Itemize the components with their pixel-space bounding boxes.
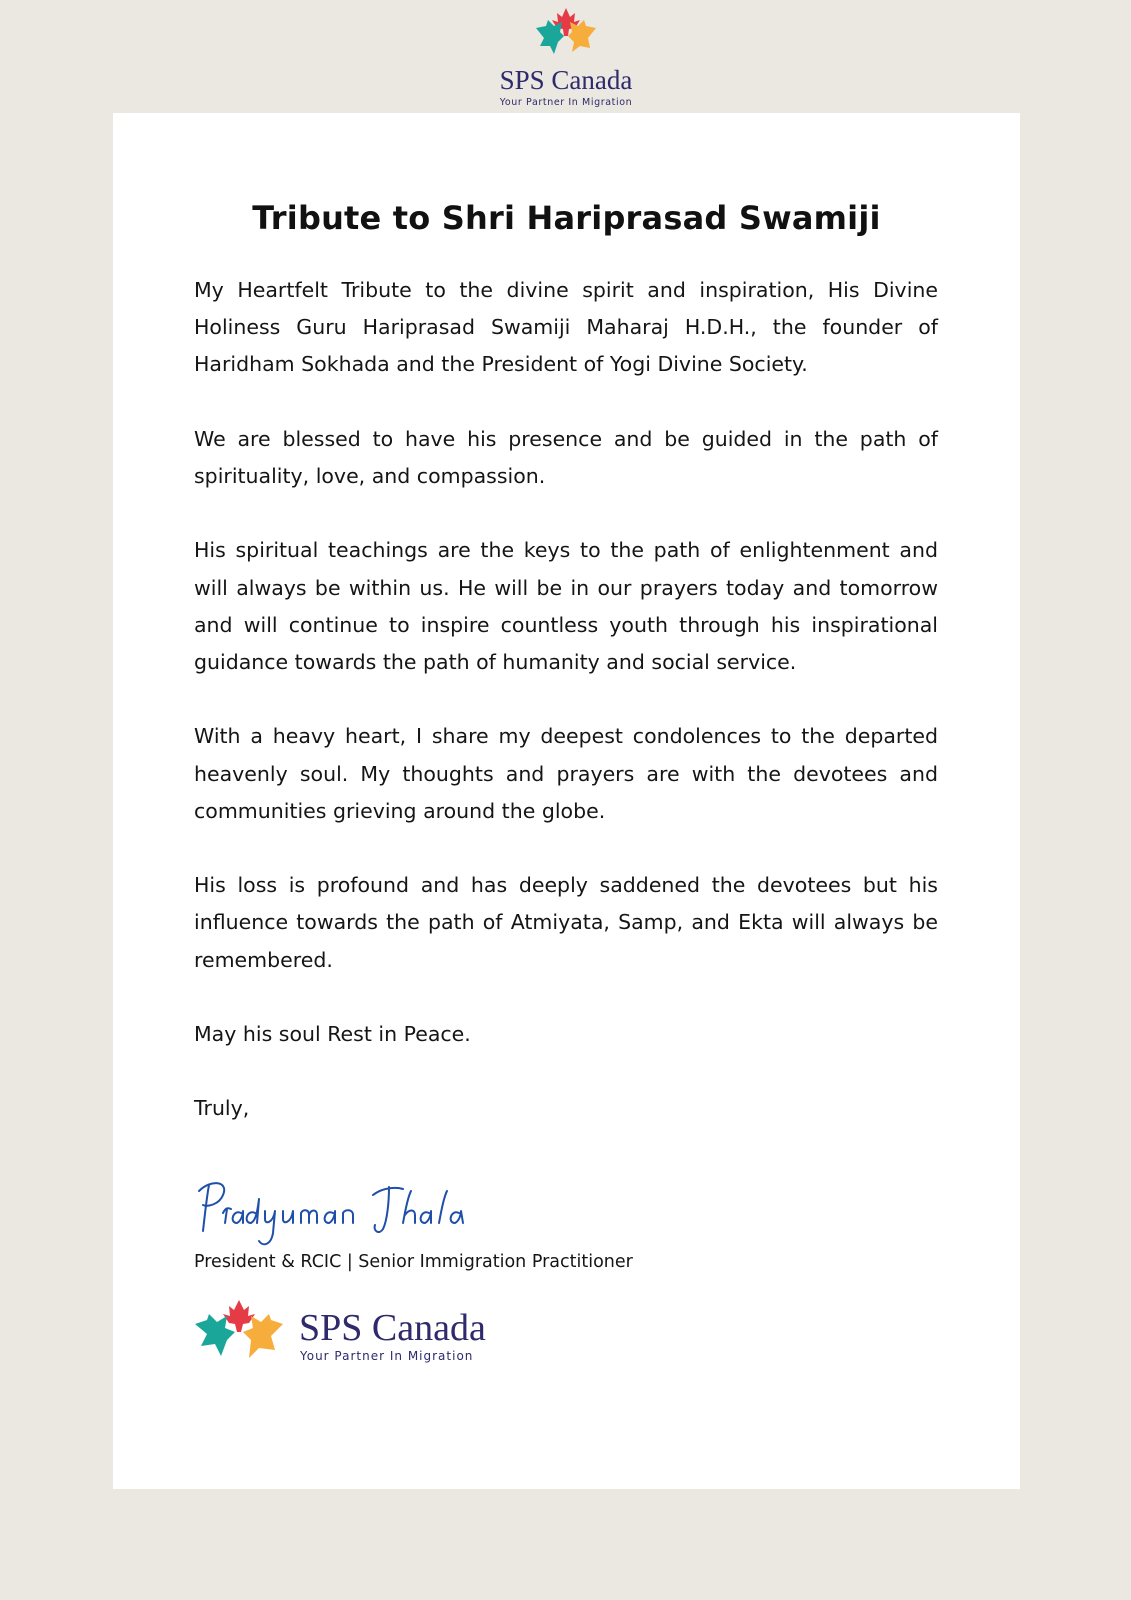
- maple-leaf-icon: [536, 8, 596, 54]
- footer-logo-brand: SPS Canada: [299, 1307, 486, 1349]
- letter-body: [194, 272, 938, 1165]
- paragraph-teachings: His spiritual teachings are the keys to the path of enlightenment and will always be within us. He will be in our prayers today and tomorrow and will continue to inspire countless youth through his inspirational guidance towards the path of humanity and social service.: [194, 538, 938, 674]
- paragraph-condolences: With a heavy heart, I share my deepest condolences to the departed heavenly soul. My thoughts and prayers are with the devotees and communities grieving around the globe.: [194, 724, 938, 823]
- letter-title: Tribute to Shri Hariprasad Swamiji: [252, 199, 881, 237]
- paragraph-tribute: My Heartfelt Tribute to the divine spirit and inspiration, His Divine Holiness Guru Hariprasad Swamiji Maharaj H.D.H., the founder of Haridham Sokhada and the President of Yogi Divine Society.: [194, 278, 938, 377]
- paragraph-blessed: We are blessed to have his presence and be guided in the path of spirituality, love, and compassion.: [194, 426, 938, 488]
- sps-canada-logo: [476, 4, 656, 112]
- signature: [193, 1173, 483, 1253]
- letter-page: [113, 113, 1020, 1489]
- header-logo: [0, 4, 1131, 112]
- header-logo-tagline: Your Partner In Migration: [499, 97, 632, 108]
- maple-leaf-icon: [195, 1300, 283, 1358]
- footer-logo: [193, 1290, 523, 1380]
- header-logo-brand: SPS Canada: [499, 65, 632, 95]
- paragraph-rest-in-peace: May his soul Rest in Peace.: [194, 1021, 471, 1046]
- footer-logo-tagline: Your Partner In Migration: [300, 1349, 474, 1363]
- paragraph-loss: His loss is profound and has deeply saddened the devotees but his influence towards the path of Atmiyata, Samp, and Ekta will always be remembered.: [194, 873, 938, 972]
- closing: Truly,: [194, 1096, 250, 1121]
- signer-role: President & RCIC | Senior Immigration Practitioner: [194, 1252, 633, 1272]
